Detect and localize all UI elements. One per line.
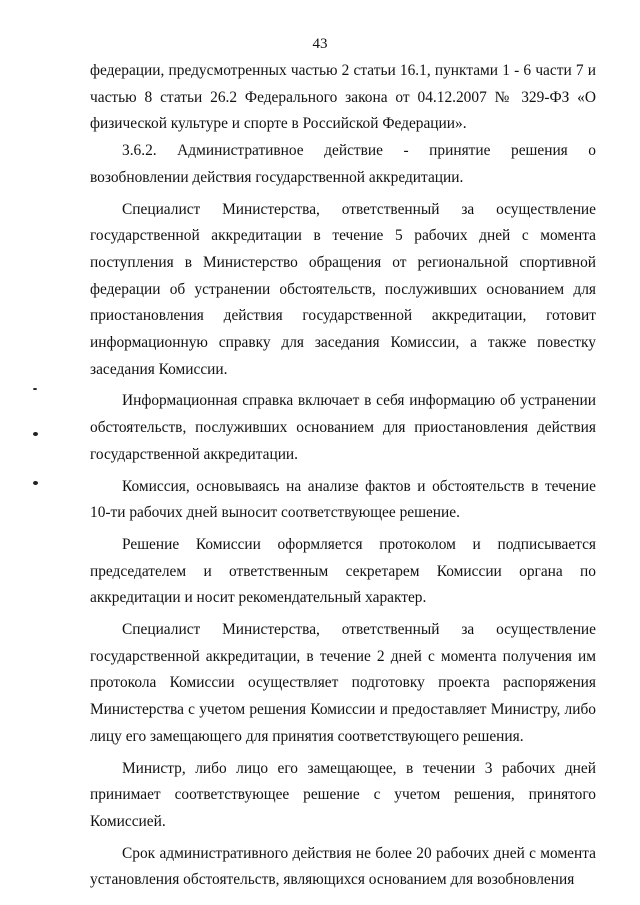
- paragraph: Комиссия, основываясь на анализе фактов и обстоятельств в течение 10-ти рабочих дней выносит соответствующее решение.: [90, 477, 596, 522]
- scan-speck: [33, 481, 38, 485]
- paragraph-continuation: федерации, предусмотренных частью 2 статьи 16.1, пунктами 1 - 6 части 7 и частью 8 статьи 26.2 Федерального закона от 04.12.2007 № 329-ФЗ «О физической культуре и спорте в Российской Федерации».: [90, 62, 596, 133]
- paragraph-last: Срок административного действия не более 20 рабочих дней с момента установления обстоятельств, являющихся основанием для возобновления: [90, 844, 596, 889]
- page-number: 43: [312, 36, 328, 52]
- paragraph: Решение Комиссии оформляется протоколом и подписывается председателем и ответственным секретарем Комиссии органа по аккредитации и носит рекомендательный характер.: [90, 535, 596, 607]
- paragraph: Специалист Министерства, ответственный за осуществление государственной аккредитации в течение 5 рабочих дней с момента поступления в Министерство обращения от региональной спортивной федерации об устранении обстоятельств, послуживших основанием для приостановления действия государственной аккредитации, готовит информационную справку для заседания Комиссии, а также повестку заседания Комиссии.: [90, 200, 596, 378]
- paragraph: Специалист Министерства, ответственный за осуществление государственной аккредитации, в течение 2 дней с момента получения им протокола Комиссии осуществляет подготовку проекта распоряжения Министерства с учетом решения Комиссии и предоставляет Министру, либо лицу его замещающего для принятия соответствующего решения.: [90, 621, 596, 745]
- scan-speck: [33, 388, 37, 390]
- paragraph-section-heading: 3.6.2. Административное действие - принятие решения о возобновлении действия государственной аккредитации.: [90, 142, 596, 186]
- paragraph: Информационная справка включает в себя информацию об устранении обстоятельств, послуживших основанием для приостановления действия государственной аккредитации.: [90, 392, 596, 463]
- paragraph: Министр, либо лицо его замещающее, в течении 3 рабочих дней принимает соответствующее решение с учетом решения, принятого Комиссией.: [90, 759, 596, 830]
- scan-speck: [33, 432, 38, 436]
- document-body: [90, 58, 596, 894]
